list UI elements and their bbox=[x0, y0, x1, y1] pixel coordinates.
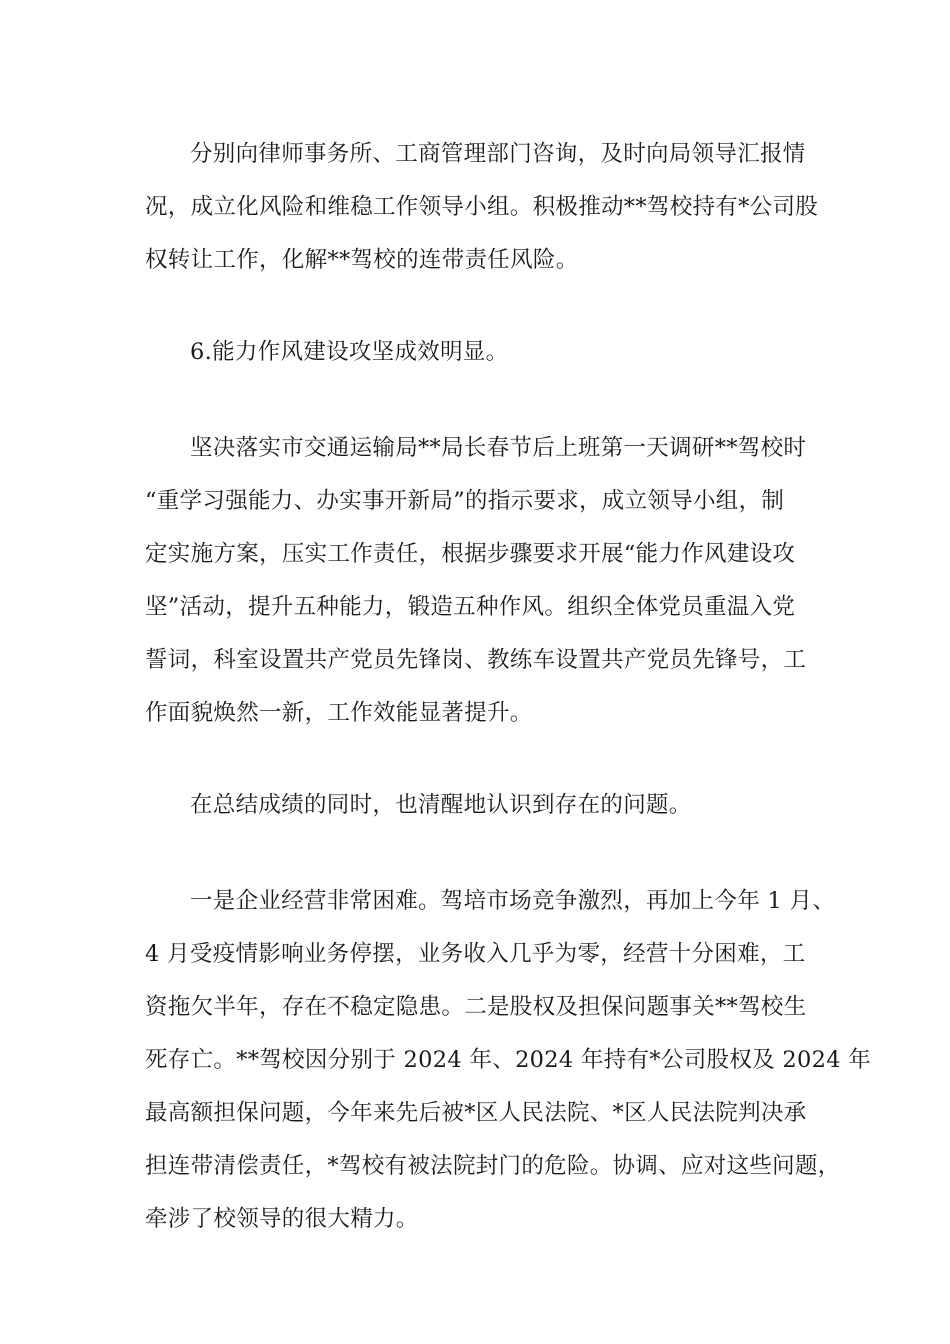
text-line: 最高额担保问题，今年来先后被*区人民法院、*区人民法院判决承 bbox=[145, 1100, 807, 1126]
text-line: 分别向律师事务所、工商管理部门咨询，及时向局领导汇报情 bbox=[190, 141, 806, 167]
text-line: 坚决落实市交通运输局**局长春节后上班第一天调研**驾校时 bbox=[190, 435, 807, 461]
text-line: 资拖欠半年，存在不稳定隐患。二是股权及担保问题事关**驾校生 bbox=[145, 994, 807, 1020]
text-line: 4 月受疫情影响业务停摆，业务收入几乎为零，经营十分困难，工 bbox=[145, 941, 806, 967]
text-line: 一是企业经营非常困难。驾培市场竞争激烈，再加上今年 1 月、 bbox=[190, 888, 836, 914]
paragraph-problems bbox=[145, 875, 872, 1246]
text-line: 作面貌焕然一新，工作效能显著提升。 bbox=[145, 700, 533, 726]
text-line: 定实施方案，压实工作责任，根据步骤要求开展“能力作风建设攻 bbox=[145, 541, 796, 567]
text-line: 牵涉了校领导的很大精力。 bbox=[145, 1206, 419, 1232]
text-line: 权转让工作，化解**驾校的连带责任风险。 bbox=[145, 247, 579, 273]
text-line: 6.能力作风建设攻坚成效明显。 bbox=[190, 339, 509, 365]
paragraph-consultation bbox=[145, 128, 825, 287]
text-line: “重学习强能力、办实事开新局”的指示要求，成立领导小组，制 bbox=[145, 488, 785, 514]
paragraph-capability-building bbox=[145, 422, 825, 740]
text-line: 死存亡。**驾校因分别于 2024 年、2024 年持有*公司股权及 2024 年 bbox=[145, 1047, 872, 1073]
paragraph-summary-intro bbox=[145, 779, 825, 832]
text-line: 坚”活动，提升五种能力，锻造五种作风。组织全体党员重温入党 bbox=[145, 594, 796, 620]
section-heading-6 bbox=[145, 326, 825, 379]
text-line: 况，成立化风险和维稳工作领导小组。积极推动**驾校持有*公司股 bbox=[145, 194, 819, 220]
text-line: 在总结成绩的同时，也清醒地认识到存在的问题。 bbox=[190, 792, 692, 818]
text-line: 誓词，科室设置共产党员先锋岗、教练车设置共产党员先锋号，工 bbox=[145, 647, 807, 673]
text-line: 担连带清偿责任，*驾校有被法院封门的危险。协调、应对这些问题， bbox=[145, 1153, 841, 1179]
